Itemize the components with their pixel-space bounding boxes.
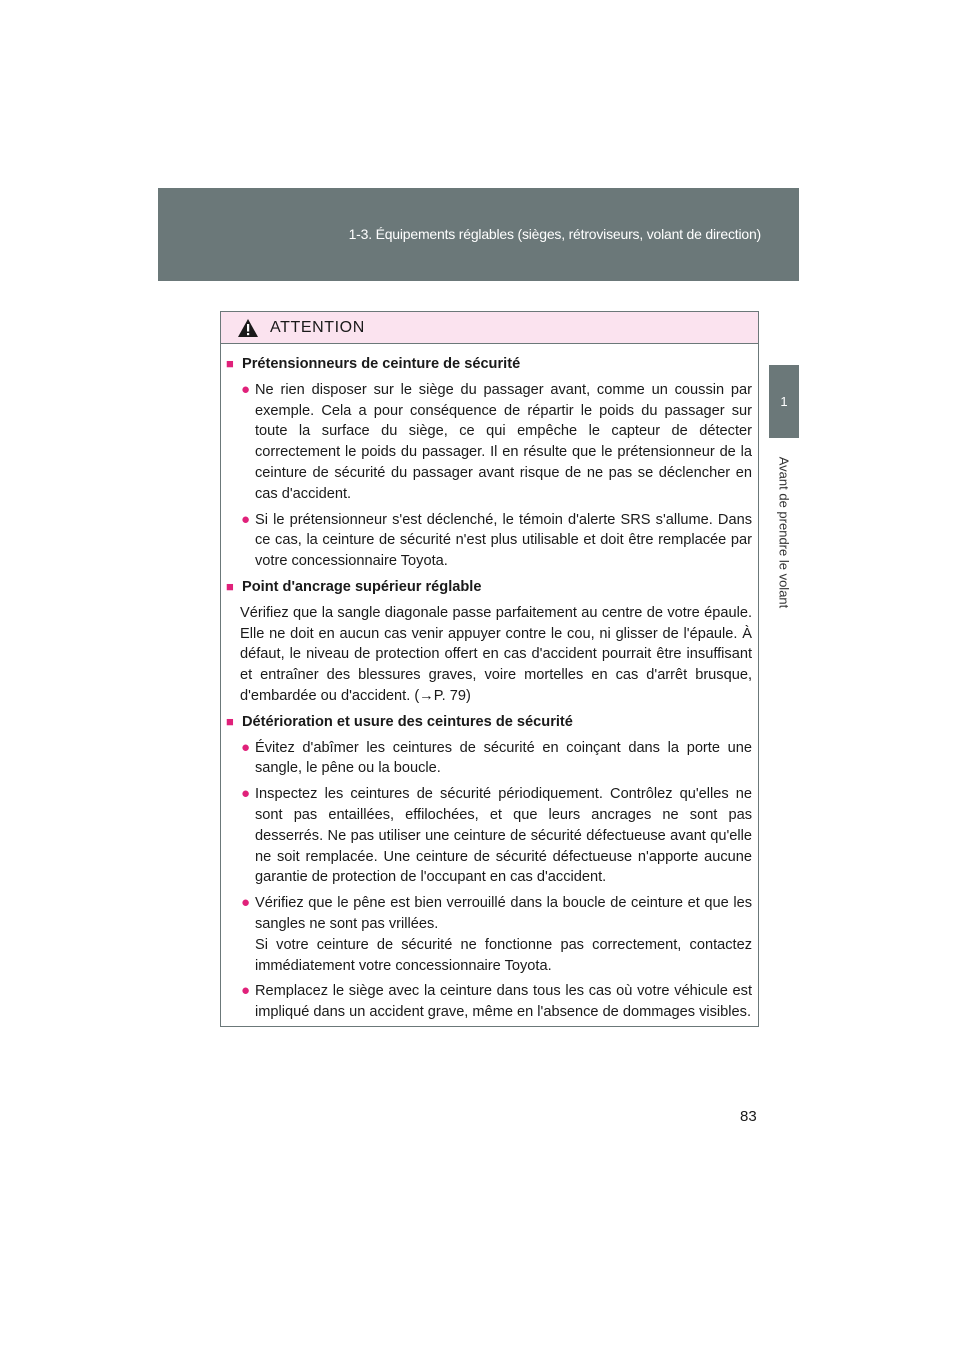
section-title-text: Prétensionneurs de ceinture de sécurité (242, 356, 521, 372)
list-item (226, 784, 752, 888)
chapter-header-band (158, 188, 799, 281)
page-number: 83 (740, 1108, 757, 1125)
list-item-text: Ne rien disposer sur le siège du passager avant, comme un coussin par exemple. Cela a pour conséquence de répartir le poids du passager sur toute la surface du siège, ce qui empêche le capteur de détecter correctement le poids du passager. Il en résulte que le prétensionneur de la ceinture de sécurité du passager avant risque de ne pas se déclencher en cas d'accident. (255, 381, 752, 502)
list-item (226, 380, 752, 505)
section-title-text: Point d'ancrage supérieur réglable (242, 578, 482, 595)
list-item (226, 738, 752, 780)
square-marker-icon: ■ (226, 713, 234, 729)
section-title (226, 712, 752, 733)
section-title (226, 577, 752, 598)
square-marker-icon: ■ (226, 578, 234, 594)
chapter-tab: 1 (769, 365, 799, 438)
round-bullet-icon: ● (241, 738, 251, 756)
list-item-text: Remplacez le siège avec la ceinture dans tous les cas où votre véhicule est impliqué dans un accident grave, même en l'absence de dommages visibles. (255, 983, 752, 1021)
section-title (226, 354, 752, 375)
section-title-text: Détérioration et usure des ceintures de sécurité (242, 713, 573, 730)
round-bullet-icon: ● (241, 380, 251, 398)
round-bullet-icon: ● (241, 982, 251, 1000)
chapter-title: 1-3. Équipements réglables (sièges, rétroviseurs, volant de direction) (348, 226, 761, 242)
list-item (226, 981, 752, 1023)
list-item (226, 510, 752, 572)
list-item-body (255, 893, 752, 976)
section-paragraph: Vérifiez que la sangle diagonale passe parfaitement au centre de votre épaule. Elle ne doit en aucun cas venir appuyer contre le cou, ni glisser de l'épaule. À défaut, le niveau de protection offert en cas d'accident pourrait être insuffisant et entraîner des blessures graves, voire mortelles en cas d'arrêt brusque, d'embardée ou d'accident. (→P. 79) (240, 604, 752, 704)
list-item-text: Évitez d'abîmer les ceintures de sécurité en coinçant dans la porte une sangle, le pêne ou la boucle. (255, 739, 752, 777)
warning-title: ATTENTION (270, 318, 365, 336)
chapter-side-label (769, 440, 799, 625)
list-item-text: Vérifiez que le pêne est bien verrouillé dans la boucle de ceinture et que les sangles ne sont pas vrillées. (255, 895, 752, 932)
warning-content (221, 344, 758, 1023)
list-item-text: Si le prétensionneur s'est déclenché, le témoin d'alerte SRS s'allume. Dans ce cas, la ceinture de sécurité n'est plus utilisable et doit être remplacée par votre concessionnaire Toyota. (255, 511, 752, 570)
round-bullet-icon: ● (241, 785, 251, 803)
square-marker-icon: ■ (226, 356, 234, 371)
warning-header (221, 312, 758, 344)
warning-triangle-icon (237, 318, 259, 338)
warning-box (220, 311, 759, 1027)
list-item-continuation: Si votre ceinture de sécurité ne fonctionne pas correctement, contactez immédiatement votre concessionnaire Toyota. (255, 936, 752, 974)
chapter-side-label-text: Avant de prendre le volant (776, 456, 792, 609)
list-item (226, 893, 752, 976)
round-bullet-icon: ● (241, 510, 251, 528)
list-item-text: Inspectez les ceintures de sécurité périodiquement. Contrôlez qu'elles ne sont pas entaillées, effilochées, et que leurs ancrages ne sont pas desserrés. Ne pas utiliser une ceinture de sécurité défectueuse avant qu'elle ne soit remplacée. Une ceinture de sécurité défectueuse n'apporte aucune garantie de protection de l'occupant en cas d'accident. (255, 786, 752, 886)
round-bullet-icon: ● (241, 894, 251, 912)
